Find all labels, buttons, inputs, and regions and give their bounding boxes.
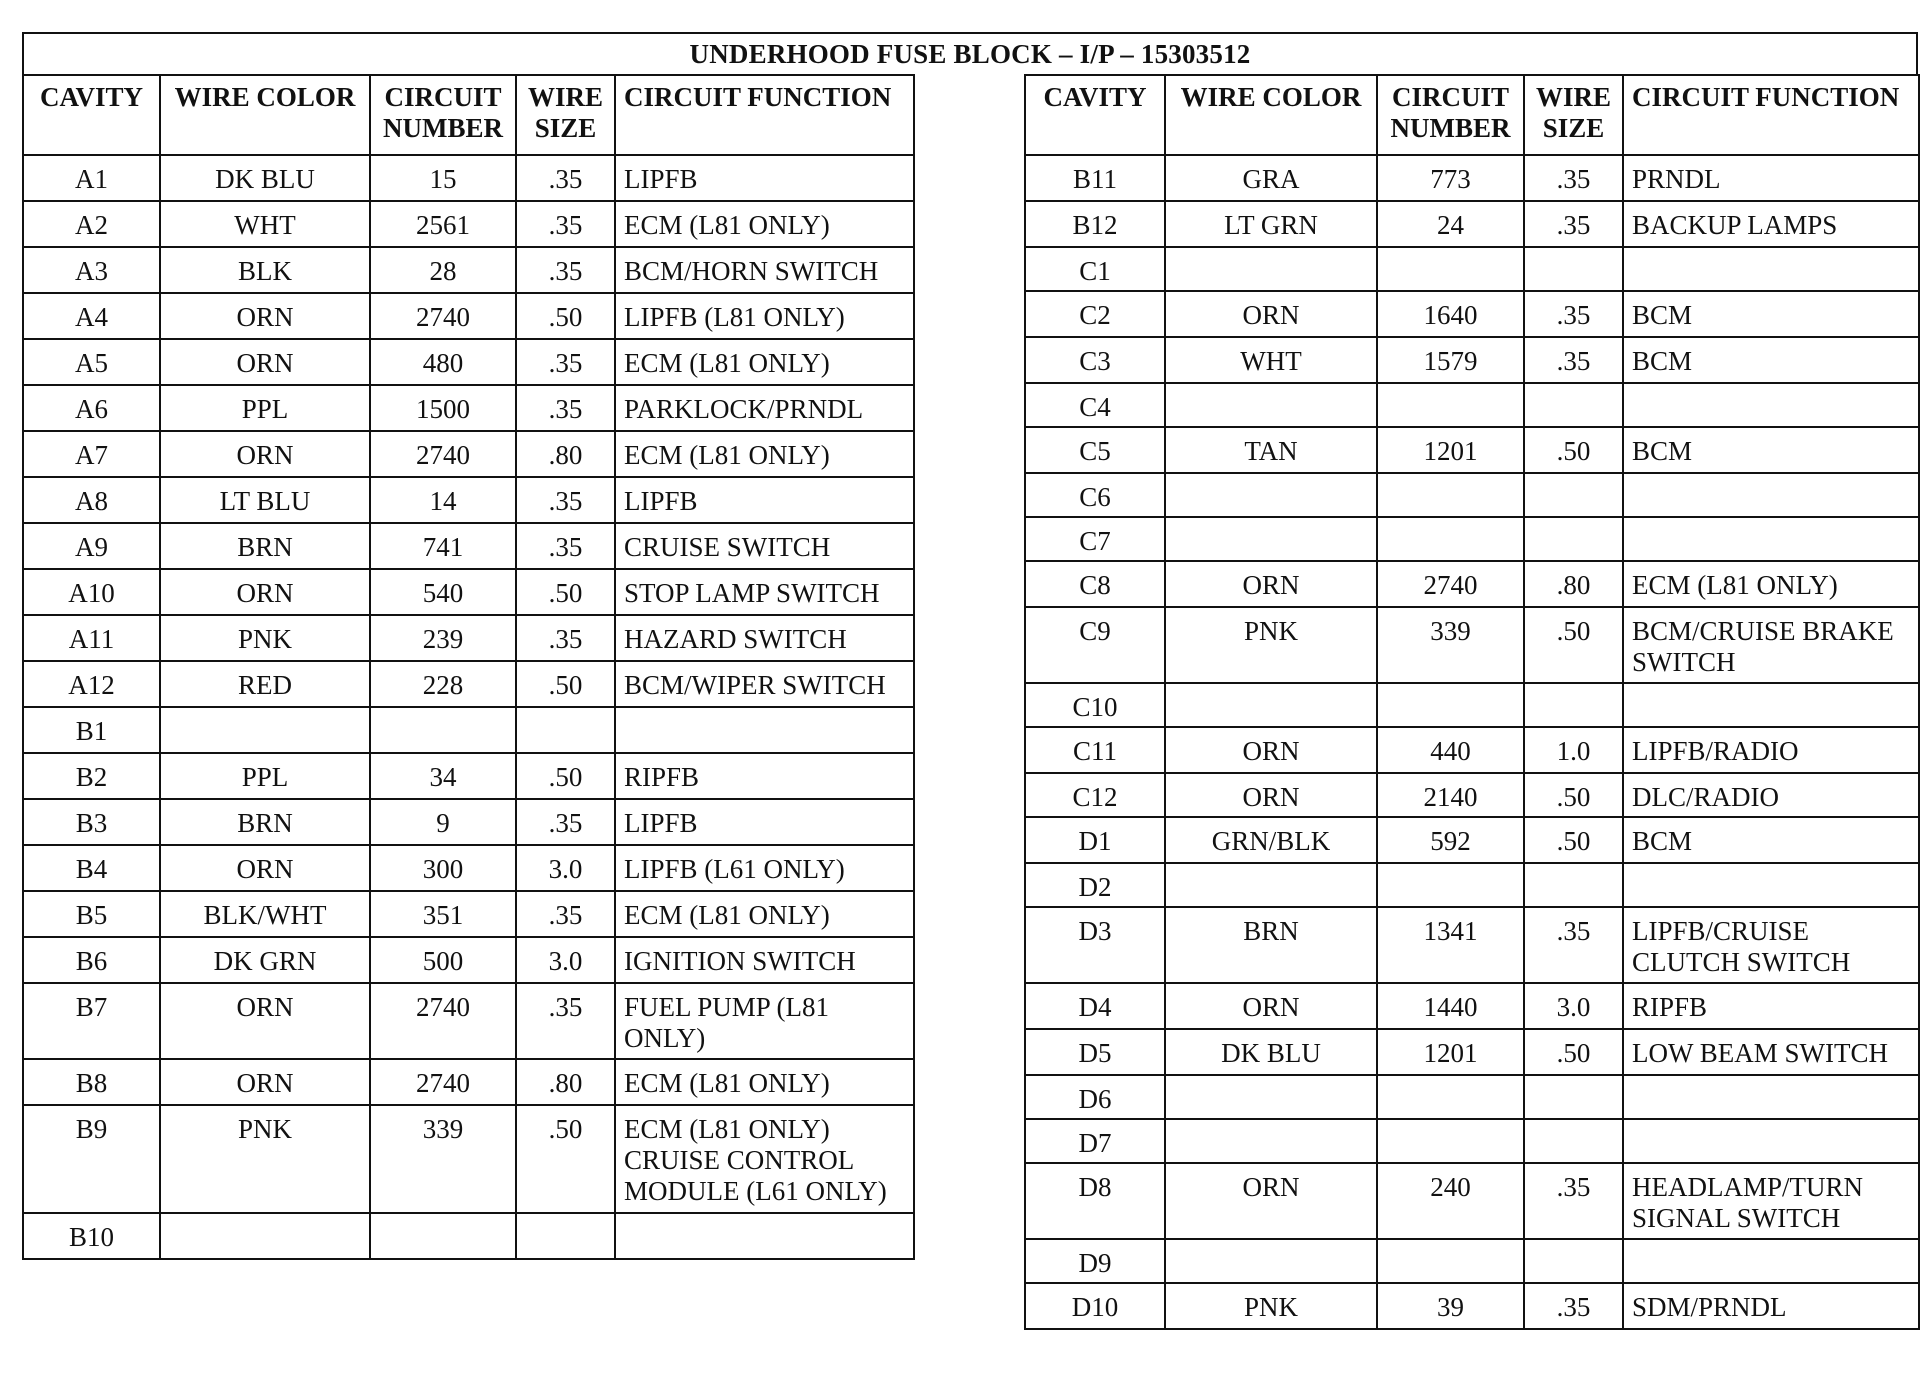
cell-circuit-number [1377, 1119, 1524, 1163]
table-row [23, 799, 914, 845]
cell-cavity: A11 [23, 615, 160, 661]
cell-circuit-number: 1640 [1377, 291, 1524, 337]
table-row [23, 845, 914, 891]
cell-cavity: B3 [23, 799, 160, 845]
cell-wire-color [1165, 247, 1377, 291]
cell-cavity: B6 [23, 937, 160, 983]
cell-circuit-number: 773 [1377, 155, 1524, 201]
cell-cavity: C5 [1025, 427, 1165, 473]
cell-circuit-number: 15 [370, 155, 516, 201]
cell-wire-size [1524, 863, 1623, 907]
cell-circuit-number: 240 [1377, 1163, 1524, 1239]
cell-wire-color [1165, 517, 1377, 561]
cell-wire-size: .35 [516, 339, 615, 385]
cell-circuit-number: 741 [370, 523, 516, 569]
table-row [23, 569, 914, 615]
header-circuit-number [370, 75, 516, 155]
cell-wire-size: .35 [1524, 201, 1623, 247]
cell-wire-color: TAN [1165, 427, 1377, 473]
cell-cavity: C10 [1025, 683, 1165, 727]
cell-cavity: D5 [1025, 1029, 1165, 1075]
table-title: UNDERHOOD FUSE BLOCK – I/P – 15303512 [22, 32, 1918, 74]
cell-wire-color: WHT [160, 201, 370, 247]
cell-cavity: D6 [1025, 1075, 1165, 1119]
cell-cavity: A3 [23, 247, 160, 293]
table-row [1025, 607, 1919, 683]
cell-wire-size: .35 [1524, 907, 1623, 983]
table-row [1025, 383, 1919, 427]
cell-circuit-number: 339 [370, 1105, 516, 1213]
cell-circuit-number: 2740 [370, 293, 516, 339]
table-row [23, 339, 914, 385]
cell-circuit-function: DLC/RADIO [1623, 773, 1919, 817]
table-row [1025, 337, 1919, 383]
cell-wire-size: .35 [516, 247, 615, 293]
cell-wire-size: .35 [516, 201, 615, 247]
cell-cavity: D8 [1025, 1163, 1165, 1239]
cell-wire-size: 1.0 [1524, 727, 1623, 773]
table-row [1025, 247, 1919, 291]
cell-circuit-function [1623, 683, 1919, 727]
cell-circuit-number: 480 [370, 339, 516, 385]
cell-circuit-number [370, 707, 516, 753]
cell-cavity: D7 [1025, 1119, 1165, 1163]
cell-circuit-number [370, 1213, 516, 1259]
cell-circuit-function [1623, 1075, 1919, 1119]
cell-circuit-function [1623, 1119, 1919, 1163]
cell-circuit-function [1623, 1239, 1919, 1283]
cell-circuit-number: 351 [370, 891, 516, 937]
fuse-table-right [1024, 74, 1920, 1330]
cell-wire-color [160, 707, 370, 753]
cell-wire-size [1524, 683, 1623, 727]
cell-cavity: A10 [23, 569, 160, 615]
cell-wire-color: BRN [1165, 907, 1377, 983]
cell-wire-color [160, 1213, 370, 1259]
cell-wire-color [1165, 863, 1377, 907]
cell-circuit-number: 1500 [370, 385, 516, 431]
cell-circuit-function [615, 1213, 914, 1259]
table-row [23, 477, 914, 523]
cell-circuit-function [1623, 383, 1919, 427]
cell-wire-color: ORN [1165, 291, 1377, 337]
header-wire-size-line1: WIRE [527, 82, 603, 112]
table-row [1025, 983, 1919, 1029]
cell-circuit-number: 440 [1377, 727, 1524, 773]
table-row [23, 707, 914, 753]
table-row [23, 155, 914, 201]
cell-cavity: D1 [1025, 817, 1165, 863]
cell-circuit-number: 2140 [1377, 773, 1524, 817]
cell-circuit-number [1377, 383, 1524, 427]
header-circuit-number-line1: CIRCUIT [1391, 82, 1510, 112]
cell-circuit-number: 24 [1377, 201, 1524, 247]
cell-cavity: B10 [23, 1213, 160, 1259]
cell-wire-color: DK GRN [160, 937, 370, 983]
cell-wire-color: PNK [160, 615, 370, 661]
cell-cavity: D10 [1025, 1283, 1165, 1329]
table-row [23, 523, 914, 569]
cell-wire-color: ORN [1165, 1163, 1377, 1239]
header-circuit-number-line1: CIRCUIT [384, 82, 502, 112]
cell-circuit-number [1377, 1239, 1524, 1283]
cell-cavity: A4 [23, 293, 160, 339]
cell-circuit-function: LOW BEAM SWITCH [1623, 1029, 1919, 1075]
cell-circuit-number: 28 [370, 247, 516, 293]
cell-wire-size: .35 [1524, 1163, 1623, 1239]
cell-circuit-function: BCM [1623, 337, 1919, 383]
cell-wire-size: .35 [1524, 155, 1623, 201]
header-wire-size [1524, 75, 1623, 155]
table-row [1025, 561, 1919, 607]
cell-circuit-function: BCM [1623, 291, 1919, 337]
cell-wire-color: BLK/WHT [160, 891, 370, 937]
table-row [23, 293, 914, 339]
cell-circuit-number: 34 [370, 753, 516, 799]
header-circuit-function: CIRCUIT FUNCTION [615, 75, 914, 155]
cell-cavity: D3 [1025, 907, 1165, 983]
cell-cavity: A6 [23, 385, 160, 431]
cell-cavity: C1 [1025, 247, 1165, 291]
cell-circuit-function: LIPFB [615, 799, 914, 845]
cell-circuit-function: ECM (L81 ONLY) CRUISE CONTROL MODULE (L61 ONLY) [615, 1105, 914, 1213]
cell-circuit-function: BCM/HORN SWITCH [615, 247, 914, 293]
cell-cavity: A9 [23, 523, 160, 569]
cell-wire-size [1524, 1239, 1623, 1283]
header-wire-size-line2: SIZE [1542, 113, 1605, 143]
table-row [23, 753, 914, 799]
header-wire-size-line1: WIRE [1535, 82, 1611, 112]
cell-circuit-function: IGNITION SWITCH [615, 937, 914, 983]
cell-circuit-number [1377, 473, 1524, 517]
cell-wire-color [1165, 473, 1377, 517]
cell-circuit-function: BCM/CRUISE BRAKE SWITCH [1623, 607, 1919, 683]
cell-wire-size [1524, 383, 1623, 427]
cell-cavity: C6 [1025, 473, 1165, 517]
cell-cavity: C8 [1025, 561, 1165, 607]
header-row [1025, 75, 1919, 155]
cell-wire-color [1165, 1075, 1377, 1119]
cell-circuit-number: 300 [370, 845, 516, 891]
header-circuit-number-line2: NUMBER [383, 113, 503, 143]
table-row [23, 1059, 914, 1105]
cell-circuit-function: BACKUP LAMPS [1623, 201, 1919, 247]
cell-cavity: B7 [23, 983, 160, 1059]
header-circuit-number [1377, 75, 1524, 155]
table-row [23, 385, 914, 431]
cell-wire-color: ORN [1165, 983, 1377, 1029]
cell-circuit-number: 9 [370, 799, 516, 845]
table-row [1025, 517, 1919, 561]
header-wire-size-line2: SIZE [534, 113, 597, 143]
cell-circuit-number: 1579 [1377, 337, 1524, 383]
cell-cavity: A5 [23, 339, 160, 385]
cell-circuit-function: ECM (L81 ONLY) [615, 891, 914, 937]
cell-wire-size: .35 [1524, 291, 1623, 337]
header-circuit-function: CIRCUIT FUNCTION [1623, 75, 1919, 155]
cell-wire-size [1524, 1075, 1623, 1119]
cell-wire-color: BRN [160, 523, 370, 569]
cell-wire-color: WHT [1165, 337, 1377, 383]
cell-wire-size: .50 [516, 1105, 615, 1213]
table-row [23, 431, 914, 477]
table-row [1025, 1239, 1919, 1283]
cell-wire-color: ORN [1165, 773, 1377, 817]
cell-wire-size: .35 [516, 799, 615, 845]
cell-circuit-function: LIPFB/CRUISE CLUTCH SWITCH [1623, 907, 1919, 983]
cell-circuit-number [1377, 1075, 1524, 1119]
cell-wire-color: RED [160, 661, 370, 707]
cell-wire-size [1524, 517, 1623, 561]
cell-wire-size: 3.0 [516, 845, 615, 891]
cell-circuit-number: 2740 [370, 983, 516, 1059]
cell-wire-color: GRN/BLK [1165, 817, 1377, 863]
cell-cavity: C9 [1025, 607, 1165, 683]
cell-wire-size: .50 [1524, 427, 1623, 473]
cell-circuit-number [1377, 683, 1524, 727]
table-row [1025, 291, 1919, 337]
table-row [1025, 1163, 1919, 1239]
table-row [23, 1213, 914, 1259]
cell-cavity: B5 [23, 891, 160, 937]
fuse-table-left [22, 74, 915, 1260]
cell-circuit-number: 2561 [370, 201, 516, 247]
cell-circuit-number: 592 [1377, 817, 1524, 863]
cell-circuit-function [1623, 473, 1919, 517]
header-wire-size [516, 75, 615, 155]
cell-cavity: C11 [1025, 727, 1165, 773]
cell-wire-color: PNK [160, 1105, 370, 1213]
cell-wire-color: BRN [160, 799, 370, 845]
cell-wire-size: .50 [1524, 1029, 1623, 1075]
cell-circuit-function: ECM (L81 ONLY) [615, 339, 914, 385]
table-row [1025, 1075, 1919, 1119]
cell-circuit-number [1377, 247, 1524, 291]
cell-circuit-number: 2740 [370, 431, 516, 477]
cell-wire-color: ORN [160, 431, 370, 477]
cell-circuit-number: 39 [1377, 1283, 1524, 1329]
cell-circuit-function: BCM [1623, 427, 1919, 473]
table-row [1025, 1283, 1919, 1329]
cell-wire-size: .80 [516, 1059, 615, 1105]
cell-wire-color: ORN [1165, 727, 1377, 773]
cell-wire-color: ORN [160, 339, 370, 385]
cell-circuit-function: ECM (L81 ONLY) [1623, 561, 1919, 607]
header-cavity: CAVITY [1025, 75, 1165, 155]
cell-circuit-function: LIPFB [615, 155, 914, 201]
cell-wire-size: 3.0 [1524, 983, 1623, 1029]
cell-circuit-number: 2740 [1377, 561, 1524, 607]
cell-circuit-function: LIPFB/RADIO [1623, 727, 1919, 773]
cell-wire-color: ORN [160, 845, 370, 891]
cell-circuit-function: LIPFB [615, 477, 914, 523]
table-row [1025, 201, 1919, 247]
cell-wire-size: .50 [516, 753, 615, 799]
cell-wire-size: .35 [516, 891, 615, 937]
cell-cavity: B8 [23, 1059, 160, 1105]
cell-wire-color [1165, 683, 1377, 727]
header-circuit-number-line2: NUMBER [1390, 113, 1511, 143]
cell-cavity: B12 [1025, 201, 1165, 247]
cell-wire-size: .35 [516, 477, 615, 523]
cell-circuit-function: ECM (L81 ONLY) [615, 201, 914, 247]
cell-cavity: A8 [23, 477, 160, 523]
cell-wire-size: .50 [516, 661, 615, 707]
cell-wire-color: BLK [160, 247, 370, 293]
cell-wire-color: ORN [1165, 561, 1377, 607]
table-row [1025, 683, 1919, 727]
cell-wire-size: .80 [516, 431, 615, 477]
cell-circuit-number [1377, 517, 1524, 561]
cell-circuit-function: BCM [1623, 817, 1919, 863]
cell-wire-color [1165, 1239, 1377, 1283]
cell-wire-size: .50 [1524, 773, 1623, 817]
cell-circuit-function: RIPFB [615, 753, 914, 799]
table-row [23, 661, 914, 707]
cell-circuit-function [1623, 863, 1919, 907]
cell-circuit-number: 239 [370, 615, 516, 661]
table-row [1025, 727, 1919, 773]
cell-circuit-number: 1341 [1377, 907, 1524, 983]
cell-cavity: A1 [23, 155, 160, 201]
table-row [1025, 773, 1919, 817]
cell-cavity: B4 [23, 845, 160, 891]
table-row [1025, 817, 1919, 863]
cell-cavity: C7 [1025, 517, 1165, 561]
cell-wire-size [1524, 247, 1623, 291]
cell-wire-color: GRA [1165, 155, 1377, 201]
table-row [23, 937, 914, 983]
header-cavity: CAVITY [23, 75, 160, 155]
cell-wire-size: .35 [1524, 337, 1623, 383]
cell-wire-color: PNK [1165, 1283, 1377, 1329]
cell-wire-color: LT GRN [1165, 201, 1377, 247]
cell-cavity: C3 [1025, 337, 1165, 383]
cell-cavity: C12 [1025, 773, 1165, 817]
cell-wire-color: ORN [160, 293, 370, 339]
cell-wire-size [516, 707, 615, 753]
table-row [23, 983, 914, 1059]
table-row [1025, 155, 1919, 201]
table-row [23, 247, 914, 293]
cell-cavity: B2 [23, 753, 160, 799]
cell-circuit-function [615, 707, 914, 753]
cell-cavity: C2 [1025, 291, 1165, 337]
cell-wire-size: .50 [1524, 607, 1623, 683]
table-row [1025, 1119, 1919, 1163]
cell-wire-color: DK BLU [160, 155, 370, 201]
cell-circuit-function: CRUISE SWITCH [615, 523, 914, 569]
cell-circuit-function: FUEL PUMP (L81 ONLY) [615, 983, 914, 1059]
cell-circuit-number: 2740 [370, 1059, 516, 1105]
cell-wire-color: LT BLU [160, 477, 370, 523]
header-wire-color: WIRE COLOR [1165, 75, 1377, 155]
cell-wire-size: .35 [516, 615, 615, 661]
cell-circuit-function: PARKLOCK/PRNDL [615, 385, 914, 431]
cell-cavity: D4 [1025, 983, 1165, 1029]
cell-cavity: D9 [1025, 1239, 1165, 1283]
cell-cavity: A12 [23, 661, 160, 707]
cell-circuit-number: 14 [370, 477, 516, 523]
cell-cavity: B1 [23, 707, 160, 753]
cell-wire-size: .35 [516, 983, 615, 1059]
cell-circuit-function: LIPFB (L61 ONLY) [615, 845, 914, 891]
cell-circuit-function: HAZARD SWITCH [615, 615, 914, 661]
table-row [1025, 907, 1919, 983]
cell-circuit-function: STOP LAMP SWITCH [615, 569, 914, 615]
table-row [1025, 1029, 1919, 1075]
cell-wire-size: .80 [1524, 561, 1623, 607]
cell-circuit-function: BCM/WIPER SWITCH [615, 661, 914, 707]
cell-wire-size: .50 [1524, 817, 1623, 863]
cell-circuit-function: SDM/PRNDL [1623, 1283, 1919, 1329]
cell-circuit-number: 1440 [1377, 983, 1524, 1029]
cell-circuit-number: 228 [370, 661, 516, 707]
cell-wire-color [1165, 1119, 1377, 1163]
cell-wire-color: DK BLU [1165, 1029, 1377, 1075]
cell-wire-size: .35 [516, 523, 615, 569]
cell-cavity: B11 [1025, 155, 1165, 201]
table-row [1025, 473, 1919, 517]
header-row [23, 75, 914, 155]
cell-wire-color: PPL [160, 753, 370, 799]
table-row [1025, 863, 1919, 907]
cell-circuit-function: LIPFB (L81 ONLY) [615, 293, 914, 339]
cell-circuit-function: HEADLAMP/TURN SIGNAL SWITCH [1623, 1163, 1919, 1239]
cell-wire-size [1524, 1119, 1623, 1163]
cell-wire-size: 3.0 [516, 937, 615, 983]
cell-wire-size: .35 [516, 385, 615, 431]
cell-wire-size [516, 1213, 615, 1259]
cell-circuit-number [1377, 863, 1524, 907]
table-row [23, 891, 914, 937]
cell-circuit-number: 339 [1377, 607, 1524, 683]
header-wire-color: WIRE COLOR [160, 75, 370, 155]
cell-circuit-function [1623, 247, 1919, 291]
cell-wire-size [1524, 473, 1623, 517]
cell-wire-color: ORN [160, 569, 370, 615]
cell-circuit-function: ECM (L81 ONLY) [615, 1059, 914, 1105]
cell-circuit-number: 1201 [1377, 1029, 1524, 1075]
cell-wire-color [1165, 383, 1377, 427]
cell-circuit-number: 500 [370, 937, 516, 983]
table-row [23, 1105, 914, 1213]
cell-cavity: D2 [1025, 863, 1165, 907]
cell-circuit-function: PRNDL [1623, 155, 1919, 201]
cell-wire-size: .35 [516, 155, 615, 201]
table-row [23, 201, 914, 247]
table-row [1025, 427, 1919, 473]
cell-cavity: A2 [23, 201, 160, 247]
cell-wire-color: PPL [160, 385, 370, 431]
cell-wire-color: ORN [160, 983, 370, 1059]
cell-wire-color: ORN [160, 1059, 370, 1105]
cell-cavity: A7 [23, 431, 160, 477]
cell-wire-size: .50 [516, 293, 615, 339]
cell-circuit-function: RIPFB [1623, 983, 1919, 1029]
cell-circuit-number: 540 [370, 569, 516, 615]
cell-circuit-number: 1201 [1377, 427, 1524, 473]
cell-circuit-function [1623, 517, 1919, 561]
table-row [23, 615, 914, 661]
cell-wire-color: PNK [1165, 607, 1377, 683]
cell-cavity: B9 [23, 1105, 160, 1213]
cell-circuit-function: ECM (L81 ONLY) [615, 431, 914, 477]
cell-wire-size: .35 [1524, 1283, 1623, 1329]
cell-cavity: C4 [1025, 383, 1165, 427]
cell-wire-size: .50 [516, 569, 615, 615]
